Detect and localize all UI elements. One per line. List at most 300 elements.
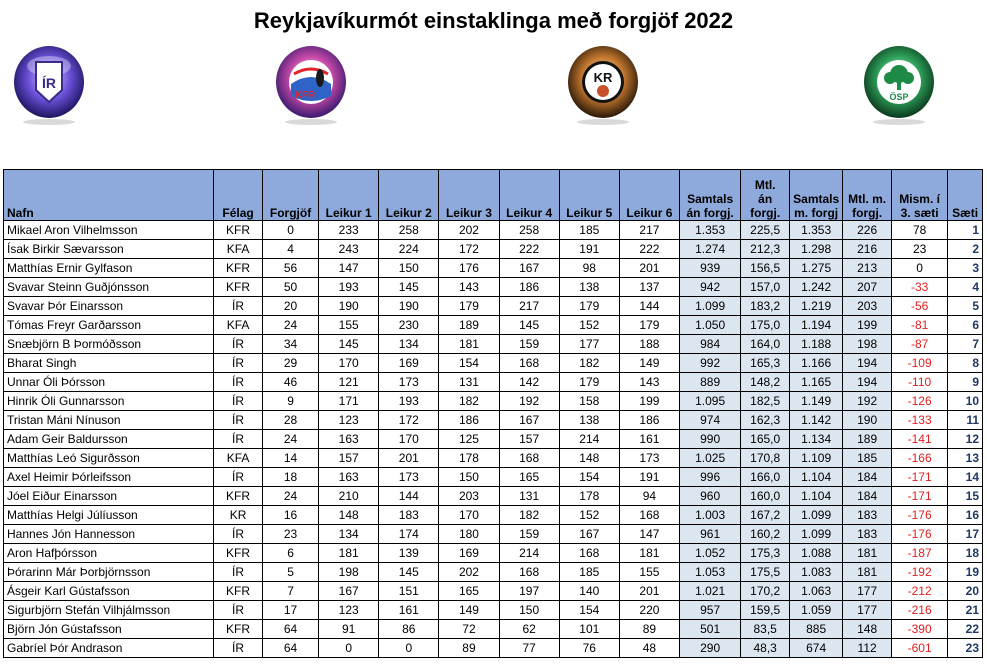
game-4-cell: 214	[499, 544, 559, 563]
game-5-cell: 154	[559, 601, 619, 620]
game-2-cell: 170	[379, 430, 439, 449]
game-3-cell: 165	[439, 582, 499, 601]
game-6-cell: 179	[619, 316, 679, 335]
game-3-cell: 89	[439, 639, 499, 658]
ir-club-logo-icon	[12, 44, 86, 126]
place-cell: 11	[948, 411, 983, 430]
game-4-cell: 150	[499, 601, 559, 620]
place-cell: 13	[948, 449, 983, 468]
game-1-cell: 198	[319, 563, 379, 582]
game-1-cell: 148	[319, 506, 379, 525]
game-5-cell: 138	[559, 278, 619, 297]
game-4-cell: 168	[499, 449, 559, 468]
svg-text:ÍR: ÍR	[42, 75, 56, 91]
avg-handicap-cell: 194	[843, 354, 892, 373]
osp-club-logo-icon	[862, 44, 936, 126]
table-row	[4, 316, 983, 335]
diff-third-cell: -56	[892, 297, 948, 316]
game-5-cell: 148	[559, 449, 619, 468]
game-6-cell: 143	[619, 373, 679, 392]
avg-no-handicap-cell: 182,5	[741, 392, 790, 411]
handicap-cell: 34	[263, 335, 319, 354]
game-1-cell: 163	[319, 468, 379, 487]
game-2-cell: 201	[379, 449, 439, 468]
total-handicap-cell: 1.242	[790, 278, 843, 297]
total-handicap-cell: 1.275	[790, 259, 843, 278]
total-no-handicap-cell: 1.274	[680, 240, 741, 259]
player-name-cell: Tómas Freyr Garðarsson	[4, 316, 214, 335]
game-5-cell: 178	[559, 487, 619, 506]
avg-handicap-cell: 184	[843, 468, 892, 487]
game-4-cell: 167	[499, 259, 559, 278]
game-6-cell: 89	[619, 620, 679, 639]
diff-third-cell: -187	[892, 544, 948, 563]
total-no-handicap-cell: 1.353	[680, 221, 741, 240]
place-cell: 12	[948, 430, 983, 449]
game-6-cell: 168	[619, 506, 679, 525]
player-name-cell: Axel Heimir Þórleifsson	[4, 468, 214, 487]
place-cell: 6	[948, 316, 983, 335]
table-row	[4, 639, 983, 658]
table-row	[4, 430, 983, 449]
table-row	[4, 620, 983, 639]
game-3-cell: 180	[439, 525, 499, 544]
place-cell: 8	[948, 354, 983, 373]
total-no-handicap-cell: 1.095	[680, 392, 741, 411]
total-handicap-cell: 1.353	[790, 221, 843, 240]
player-name-cell: Þórarinn Már Þorbjörnsson	[4, 563, 214, 582]
results-table	[3, 169, 983, 658]
avg-no-handicap-cell: 165,0	[741, 430, 790, 449]
avg-handicap-cell: 148	[843, 620, 892, 639]
avg-no-handicap-cell: 157,0	[741, 278, 790, 297]
total-handicap-cell: 1.219	[790, 297, 843, 316]
svg-text:ÖSP: ÖSP	[889, 92, 909, 102]
col-header-club: Félag	[214, 170, 263, 221]
handicap-cell: 29	[263, 354, 319, 373]
table-row	[4, 335, 983, 354]
header-line: Mtl. m.	[848, 192, 887, 206]
club-cell: KFR	[214, 620, 263, 639]
total-no-handicap-cell: 939	[680, 259, 741, 278]
game-1-cell: 123	[319, 601, 379, 620]
game-6-cell: 144	[619, 297, 679, 316]
handicap-cell: 24	[263, 316, 319, 335]
game-3-cell: 143	[439, 278, 499, 297]
club-cell: KFR	[214, 259, 263, 278]
game-3-cell: 72	[439, 620, 499, 639]
club-cell: KFR	[214, 544, 263, 563]
club-cell: ÍR	[214, 525, 263, 544]
results-body	[4, 221, 983, 658]
diff-third-cell: -171	[892, 487, 948, 506]
game-6-cell: 161	[619, 430, 679, 449]
game-1-cell: 121	[319, 373, 379, 392]
avg-handicap-cell: 189	[843, 430, 892, 449]
total-no-handicap-cell: 942	[680, 278, 741, 297]
col-header-handicap: Forgjöf	[263, 170, 319, 221]
club-cell: KFR	[214, 582, 263, 601]
game-2-cell: 258	[379, 221, 439, 240]
game-2-cell: 86	[379, 620, 439, 639]
handicap-cell: 4	[263, 240, 319, 259]
col-header-place: Sæti	[948, 170, 983, 221]
total-no-handicap-cell: 1.053	[680, 563, 741, 582]
game-5-cell: 152	[559, 316, 619, 335]
player-name-cell: Mikael Aron Vilhelmsson	[4, 221, 214, 240]
game-3-cell: 154	[439, 354, 499, 373]
club-cell: ÍR	[214, 601, 263, 620]
game-5-cell: 179	[559, 297, 619, 316]
place-cell: 20	[948, 582, 983, 601]
place-cell: 17	[948, 525, 983, 544]
game-1-cell: 171	[319, 392, 379, 411]
svg-text:KFR: KFR	[294, 90, 316, 101]
game-3-cell: 131	[439, 373, 499, 392]
diff-third-cell: -33	[892, 278, 948, 297]
player-name-cell: Hinrik Óli Gunnarsson	[4, 392, 214, 411]
kfr-club-logo-icon	[274, 44, 348, 126]
club-cell: ÍR	[214, 563, 263, 582]
table-row	[4, 221, 983, 240]
place-cell: 5	[948, 297, 983, 316]
total-handicap-cell: 1.165	[790, 373, 843, 392]
total-no-handicap-cell: 960	[680, 487, 741, 506]
player-name-cell: Matthías Leó Sigurðsson	[4, 449, 214, 468]
avg-handicap-cell: 183	[843, 506, 892, 525]
handicap-cell: 5	[263, 563, 319, 582]
diff-third-cell: -141	[892, 430, 948, 449]
avg-no-handicap-cell: 212,3	[741, 240, 790, 259]
total-no-handicap-cell: 1.052	[680, 544, 741, 563]
table-row	[4, 240, 983, 259]
game-2-cell: 145	[379, 563, 439, 582]
handicap-cell: 16	[263, 506, 319, 525]
place-cell: 1	[948, 221, 983, 240]
game-6-cell: 181	[619, 544, 679, 563]
diff-third-cell: -110	[892, 373, 948, 392]
diff-third-cell: -176	[892, 506, 948, 525]
diff-third-cell: -192	[892, 563, 948, 582]
svg-text:KR: KR	[593, 70, 613, 85]
club-cell: KFR	[214, 221, 263, 240]
place-cell: 22	[948, 620, 983, 639]
diff-third-cell: -390	[892, 620, 948, 639]
avg-no-handicap-cell: 165,3	[741, 354, 790, 373]
header-line: forgj.	[750, 206, 781, 220]
player-name-cell: Matthías Helgi Júlíusson	[4, 506, 214, 525]
avg-handicap-cell: 181	[843, 563, 892, 582]
game-6-cell: 173	[619, 449, 679, 468]
player-name-cell: Snæbjörn B Þormóðsson	[4, 335, 214, 354]
game-2-cell: 139	[379, 544, 439, 563]
game-2-cell: 172	[379, 411, 439, 430]
handicap-cell: 18	[263, 468, 319, 487]
avg-handicap-cell: 198	[843, 335, 892, 354]
player-name-cell: Matthías Ernir Gylfason	[4, 259, 214, 278]
game-2-cell: 161	[379, 601, 439, 620]
game-2-cell: 145	[379, 278, 439, 297]
game-6-cell: 222	[619, 240, 679, 259]
avg-no-handicap-cell: 166,0	[741, 468, 790, 487]
place-cell: 4	[948, 278, 983, 297]
table-row	[4, 525, 983, 544]
game-1-cell: 123	[319, 411, 379, 430]
avg-handicap-cell: 177	[843, 601, 892, 620]
avg-handicap-cell: 181	[843, 544, 892, 563]
place-cell: 15	[948, 487, 983, 506]
player-name-cell: Aron Hafþórsson	[4, 544, 214, 563]
handicap-cell: 14	[263, 449, 319, 468]
club-cell: ÍR	[214, 297, 263, 316]
table-row	[4, 582, 983, 601]
avg-no-handicap-cell: 175,5	[741, 563, 790, 582]
header-line: 3. sæti	[900, 206, 939, 220]
avg-no-handicap-cell: 175,3	[741, 544, 790, 563]
total-no-handicap-cell: 1.003	[680, 506, 741, 525]
avg-no-handicap-cell: 170,8	[741, 449, 790, 468]
table-row	[4, 468, 983, 487]
game-1-cell: 170	[319, 354, 379, 373]
total-handicap-cell: 1.142	[790, 411, 843, 430]
game-2-cell: 144	[379, 487, 439, 506]
club-cell: ÍR	[214, 430, 263, 449]
game-1-cell: 145	[319, 335, 379, 354]
game-6-cell: 149	[619, 354, 679, 373]
total-handicap-cell: 1.134	[790, 430, 843, 449]
player-name-cell: Tristan Máni Nínuson	[4, 411, 214, 430]
diff-third-cell: -176	[892, 525, 948, 544]
place-cell: 19	[948, 563, 983, 582]
total-handicap-cell: 1.099	[790, 525, 843, 544]
game-2-cell: 150	[379, 259, 439, 278]
total-no-handicap-cell: 957	[680, 601, 741, 620]
avg-handicap-cell: 207	[843, 278, 892, 297]
game-2-cell: 0	[379, 639, 439, 658]
handicap-cell: 7	[263, 582, 319, 601]
avg-no-handicap-cell: 170,2	[741, 582, 790, 601]
handicap-cell: 28	[263, 411, 319, 430]
club-cell: ÍR	[214, 468, 263, 487]
total-no-handicap-cell: 992	[680, 354, 741, 373]
handicap-cell: 24	[263, 430, 319, 449]
diff-third-cell: -212	[892, 582, 948, 601]
club-cell: ÍR	[214, 335, 263, 354]
game-2-cell: 151	[379, 582, 439, 601]
diff-third-cell: 23	[892, 240, 948, 259]
game-6-cell: 191	[619, 468, 679, 487]
avg-handicap-cell: 190	[843, 411, 892, 430]
handicap-cell: 9	[263, 392, 319, 411]
table-row	[4, 259, 983, 278]
col-header-name: Nafn	[4, 170, 214, 221]
table-row	[4, 449, 983, 468]
game-1-cell: 167	[319, 582, 379, 601]
game-5-cell: 182	[559, 354, 619, 373]
table-row	[4, 487, 983, 506]
club-cell: KFR	[214, 278, 263, 297]
game-2-cell: 173	[379, 373, 439, 392]
place-cell: 2	[948, 240, 983, 259]
game-4-cell: 165	[499, 468, 559, 487]
game-4-cell: 217	[499, 297, 559, 316]
game-6-cell: 137	[619, 278, 679, 297]
handicap-cell: 50	[263, 278, 319, 297]
col-header-game-1: Leikur 1	[319, 170, 379, 221]
game-1-cell: 163	[319, 430, 379, 449]
game-4-cell: 62	[499, 620, 559, 639]
game-5-cell: 152	[559, 506, 619, 525]
game-5-cell: 167	[559, 525, 619, 544]
club-cell: KR	[214, 506, 263, 525]
kr-club-logo-icon	[566, 44, 640, 126]
game-3-cell: 125	[439, 430, 499, 449]
club-cell: ÍR	[214, 411, 263, 430]
game-5-cell: 179	[559, 373, 619, 392]
player-name-cell: Ísak Birkir Sævarsson	[4, 240, 214, 259]
total-no-handicap-cell: 889	[680, 373, 741, 392]
game-4-cell: 186	[499, 278, 559, 297]
game-3-cell: 169	[439, 544, 499, 563]
handicap-cell: 64	[263, 620, 319, 639]
total-no-handicap-cell: 290	[680, 639, 741, 658]
avg-no-handicap-cell: 162,3	[741, 411, 790, 430]
header-line: Mism. í	[899, 192, 940, 206]
game-5-cell: 185	[559, 563, 619, 582]
game-3-cell: 176	[439, 259, 499, 278]
player-name-cell: Hannes Jón Hannesson	[4, 525, 214, 544]
game-1-cell: 233	[319, 221, 379, 240]
avg-handicap-cell: 216	[843, 240, 892, 259]
game-1-cell: 193	[319, 278, 379, 297]
game-1-cell: 147	[319, 259, 379, 278]
game-5-cell: 101	[559, 620, 619, 639]
game-4-cell: 142	[499, 373, 559, 392]
game-3-cell: 149	[439, 601, 499, 620]
total-handicap-cell: 1.088	[790, 544, 843, 563]
player-name-cell: Ásgeir Karl Gústafsson	[4, 582, 214, 601]
col-header-game-2: Leikur 2	[379, 170, 439, 221]
table-row	[4, 544, 983, 563]
place-cell: 21	[948, 601, 983, 620]
game-6-cell: 186	[619, 411, 679, 430]
diff-third-cell: -171	[892, 468, 948, 487]
diff-third-cell: -81	[892, 316, 948, 335]
handicap-cell: 24	[263, 487, 319, 506]
avg-handicap-cell: 185	[843, 449, 892, 468]
game-4-cell: 258	[499, 221, 559, 240]
club-cell: ÍR	[214, 354, 263, 373]
diff-third-cell: -601	[892, 639, 948, 658]
total-handicap-cell: 1.104	[790, 487, 843, 506]
player-name-cell: Gabríel Þór Andrason	[4, 639, 214, 658]
avg-handicap-cell: 226	[843, 221, 892, 240]
col-header-game-5: Leikur 5	[559, 170, 619, 221]
place-cell: 23	[948, 639, 983, 658]
handicap-cell: 0	[263, 221, 319, 240]
game-4-cell: 168	[499, 563, 559, 582]
club-cell: KFA	[214, 449, 263, 468]
game-1-cell: 91	[319, 620, 379, 639]
col-header-total-handicap	[790, 170, 843, 221]
total-handicap-cell: 1.059	[790, 601, 843, 620]
game-4-cell: 167	[499, 411, 559, 430]
table-row	[4, 297, 983, 316]
handicap-cell: 20	[263, 297, 319, 316]
avg-no-handicap-cell: 183,2	[741, 297, 790, 316]
game-3-cell: 178	[439, 449, 499, 468]
game-1-cell: 134	[319, 525, 379, 544]
game-2-cell: 183	[379, 506, 439, 525]
game-2-cell: 224	[379, 240, 439, 259]
game-3-cell: 203	[439, 487, 499, 506]
avg-no-handicap-cell: 83,5	[741, 620, 790, 639]
total-handicap-cell: 1.298	[790, 240, 843, 259]
avg-no-handicap-cell: 156,5	[741, 259, 790, 278]
diff-third-cell: -133	[892, 411, 948, 430]
avg-no-handicap-cell: 175,0	[741, 316, 790, 335]
avg-no-handicap-cell: 160,0	[741, 487, 790, 506]
diff-third-cell: -166	[892, 449, 948, 468]
game-4-cell: 159	[499, 525, 559, 544]
game-2-cell: 190	[379, 297, 439, 316]
total-handicap-cell: 885	[790, 620, 843, 639]
avg-handicap-cell: 199	[843, 316, 892, 335]
game-5-cell: 168	[559, 544, 619, 563]
table-row	[4, 506, 983, 525]
total-no-handicap-cell: 984	[680, 335, 741, 354]
header-line: án	[758, 192, 773, 206]
diff-third-cell: -126	[892, 392, 948, 411]
avg-handicap-cell: 213	[843, 259, 892, 278]
game-4-cell: 131	[499, 487, 559, 506]
player-name-cell: Jóel Eiður Einarsson	[4, 487, 214, 506]
diff-third-cell: -216	[892, 601, 948, 620]
avg-handicap-cell: 203	[843, 297, 892, 316]
table-row	[4, 411, 983, 430]
header-line: forgj.	[852, 206, 883, 220]
game-5-cell: 158	[559, 392, 619, 411]
diff-third-cell: 78	[892, 221, 948, 240]
game-1-cell: 0	[319, 639, 379, 658]
avg-handicap-cell: 112	[843, 639, 892, 658]
table-row	[4, 563, 983, 582]
table-row	[4, 392, 983, 411]
handicap-cell: 56	[263, 259, 319, 278]
game-3-cell: 179	[439, 297, 499, 316]
total-no-handicap-cell: 996	[680, 468, 741, 487]
game-4-cell: 197	[499, 582, 559, 601]
game-6-cell: 220	[619, 601, 679, 620]
game-5-cell: 76	[559, 639, 619, 658]
header-line: Mtl.	[754, 178, 776, 192]
table-row	[4, 354, 983, 373]
game-3-cell: 182	[439, 392, 499, 411]
game-5-cell: 140	[559, 582, 619, 601]
club-cell: KFA	[214, 240, 263, 259]
place-cell: 18	[948, 544, 983, 563]
place-cell: 16	[948, 506, 983, 525]
total-no-handicap-cell: 961	[680, 525, 741, 544]
game-6-cell: 188	[619, 335, 679, 354]
game-2-cell: 174	[379, 525, 439, 544]
col-header-game-6: Leikur 6	[619, 170, 679, 221]
header-row	[4, 170, 983, 221]
handicap-cell: 64	[263, 639, 319, 658]
total-no-handicap-cell: 990	[680, 430, 741, 449]
header-line: m. forgj	[794, 206, 839, 220]
total-handicap-cell: 674	[790, 639, 843, 658]
